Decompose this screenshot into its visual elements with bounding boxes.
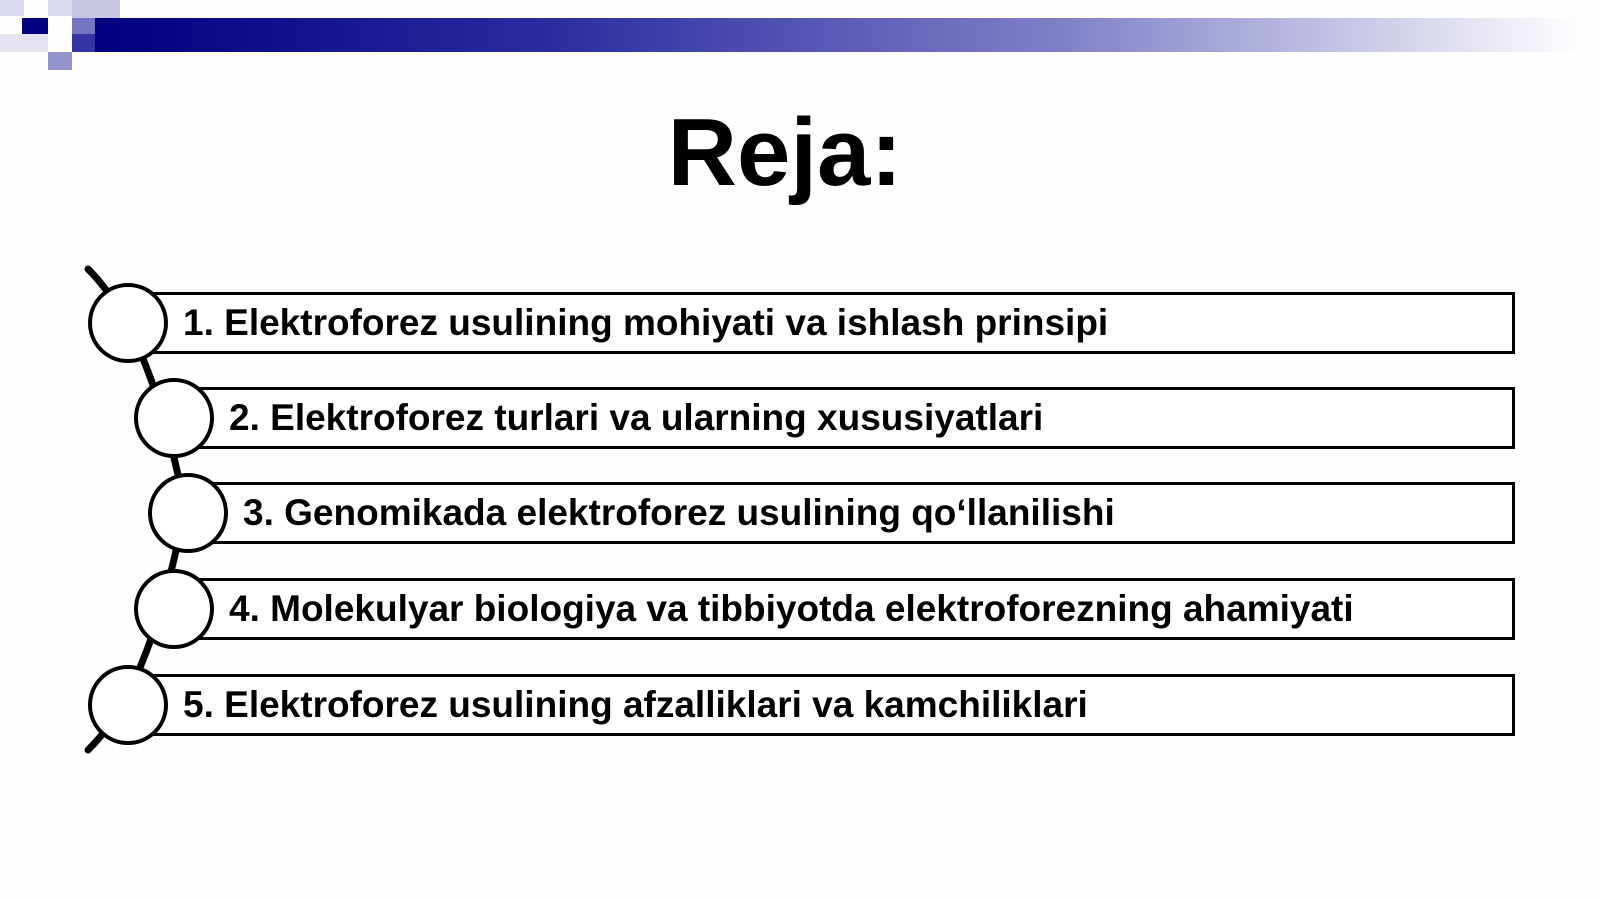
bullet-circle-icon	[134, 569, 214, 649]
plan-item-1	[128, 292, 1515, 354]
plan-item-4	[174, 578, 1515, 640]
bullet-circle-icon	[88, 283, 168, 363]
bullet-circle-icon	[134, 378, 214, 458]
bullet-circle-icon	[148, 473, 228, 553]
plan-item-label: 5. Elektroforez usulining afzalliklari va kamchiliklari	[183, 684, 1088, 725]
bullet-circle-icon	[88, 665, 168, 745]
plan-item-label: 3. Genomikada elektroforez usulining qo‘llanilishi	[243, 492, 1115, 533]
plan-item-label: 1. Elektroforez usulining mohiyati va ishlash prinsipi	[183, 302, 1109, 343]
plan-item-label: 2. Elektroforez turlari va ularning xususiyatlari	[229, 397, 1044, 438]
plan-item-3	[188, 482, 1515, 544]
plan-item-2	[174, 387, 1515, 449]
plan-item-label: 4. Molekulyar biologiya va tibbiyotda elektroforezning ahamiyati	[229, 588, 1354, 629]
slide-title: Reja:	[667, 99, 903, 206]
plan-item-5	[128, 674, 1515, 736]
